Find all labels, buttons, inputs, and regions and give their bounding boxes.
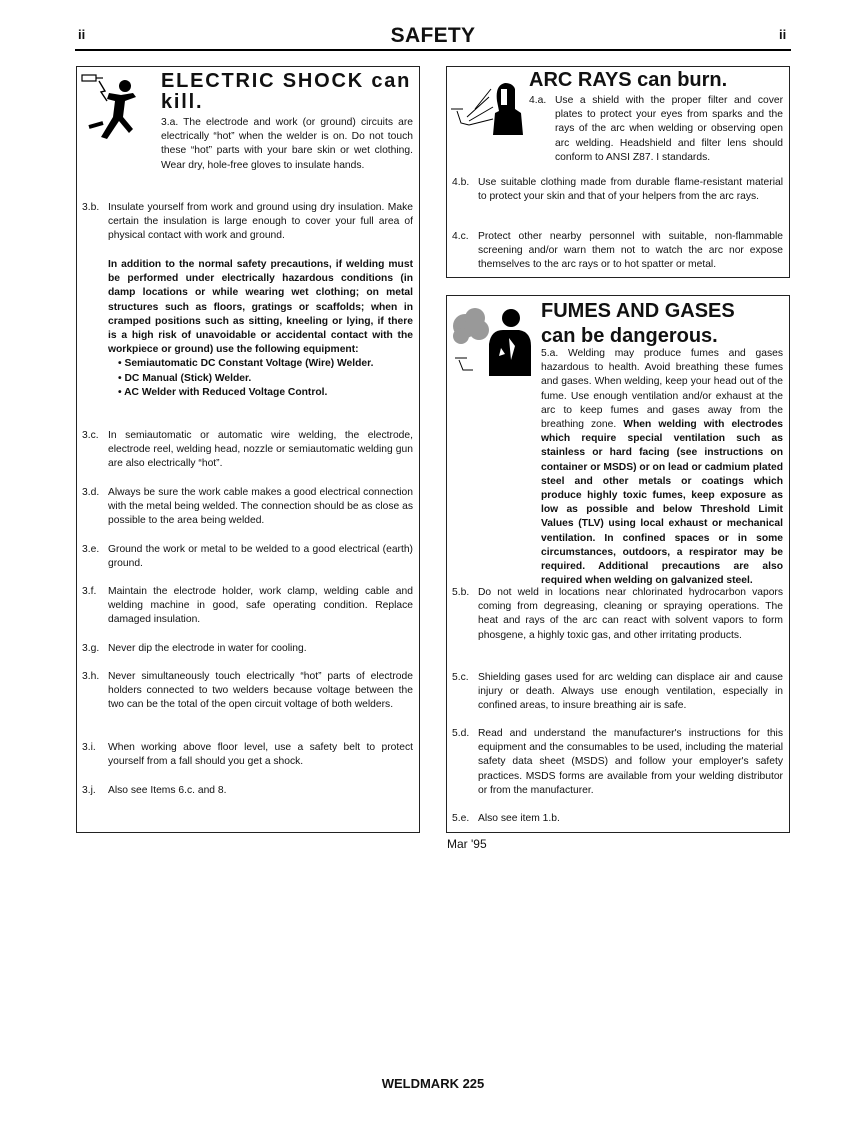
item-number: 3.j.: [82, 785, 96, 796]
item-text: Do not weld in locations near chlorinated hydrocarbon vapors coming from degreasing, cleaning or spraying operations. The heat and rays of the arc can react with solvent vapors to form phosgene, a highly toxic gas, and other irritating products.: [478, 587, 783, 641]
item-number: 5.e.: [452, 813, 470, 824]
fumes-hazard-icon: [449, 304, 539, 376]
item-number: 4.a.: [529, 95, 547, 106]
arc-welder-icon: [449, 79, 527, 139]
electric-shock-section: [76, 66, 420, 833]
equipment-list: [108, 357, 413, 400]
arc-rays-heading: ARC RAYS can burn.: [529, 69, 728, 91]
item-3e: [82, 543, 413, 571]
item-3a: [161, 116, 413, 173]
heading-line: ELECTRIC SHOCK can: [161, 70, 412, 92]
item-text: Always be sure the work cable makes a good electrical connection with the metal being welded. The connection should be as close as possible to the area being welded.: [108, 487, 413, 527]
heading-line: FUMES AND GASES: [541, 300, 735, 322]
item-3b: [82, 201, 413, 244]
item-text: Ground the work or metal to be welded to a good electrical (earth) ground.: [108, 544, 413, 570]
item-text-bold: When welding with electrodes which require special ventilation such as stainless or hard facing (see instructions on container or MSDS) or on lead or cadmium plated steel and other metals or coatings which produce highly toxic fumes, keep exposure as low as possible and below Threshold Limit Values (TLV) using local exhaust or mechanical ventilation. In confined spaces or in some circumstances, outdoors, a respirator may be required. Additional precautions are also required when welding on galvanized steel.: [541, 419, 784, 587]
item-number: 4.b.: [452, 177, 470, 188]
item-number: 3.b.: [82, 202, 100, 213]
item-3d: [82, 486, 413, 529]
item-number: 3.a.: [161, 117, 179, 128]
item-4a: [529, 94, 783, 165]
item-text: Use suitable clothing made from durable flame-resistant material to protect your skin and that of your helpers from the arc rays.: [478, 177, 783, 203]
item-5c: [452, 671, 783, 714]
item-number: 3.f.: [82, 586, 97, 597]
item-text: Protect other nearby personnel with suitable, non-flammable screening and/or warn them not to watch the arc nor expose themselves to the arc rays or to hot spatter or metal.: [478, 231, 783, 271]
page-number-right: ii: [779, 27, 787, 42]
page-number-left: ii: [78, 27, 86, 42]
item-3f: [82, 585, 413, 628]
item-3h: [82, 670, 413, 713]
item-text: Insulate yourself from work and ground using dry insulation. Make certain the insulation is large enough to cover your full area of physical contact with work and ground.: [108, 202, 413, 242]
item-number: 5.d.: [452, 728, 470, 739]
item-4b: [452, 176, 783, 204]
item-number: 3.e.: [82, 544, 100, 555]
item-text: In addition to the normal safety precautions, if welding must be performed under electrically hazardous conditions (in damp locations or while wearing wet clothing; on metal structures such as floors, gratings or scaffolds; when in cramped positions such as sitting, kneeling or lying, if there is a high risk of unavoidable or accidental contact with the workpiece or ground) use the following equipment:: [108, 259, 413, 356]
item-3i: [82, 741, 413, 769]
item-text: Welding may produce fumes and gases hazardous to health. Avoid breathing these fumes and gases. When welding, keep your head out of the fume. Use enough ventilation and/or exhaust at the arc to keep fumes and gases away from the breathing zone.: [541, 348, 783, 431]
hazardous-conditions-note: [108, 258, 413, 400]
item-text: Also see Items 6.c. and 8.: [108, 785, 227, 796]
footer-model-name: WELDMARK 225: [381, 1076, 485, 1091]
item-text: Use a shield with the proper filter and cover plates to protect your eyes from sparks and the rays of the arc when welding or observing open arc welding. Headshield and filter lens should conform to ANSI Z87. I standards.: [555, 95, 783, 163]
item-number: 5.a.: [541, 348, 559, 359]
page-title: SAFETY: [390, 24, 476, 47]
list-item: • DC Manual (Stick) Welder.: [118, 372, 252, 384]
electric-shock-heading: [161, 71, 416, 113]
item-number: 5.c.: [452, 672, 469, 683]
item-number: 4.c.: [452, 231, 469, 242]
item-3c: [82, 429, 413, 472]
item-number: 3.g.: [82, 643, 100, 654]
fumes-gases-section: [446, 295, 790, 833]
header-rule: [75, 49, 791, 51]
item-3j: [82, 784, 413, 798]
item-number: 3.c.: [82, 430, 99, 441]
fumes-gases-heading: [541, 299, 735, 349]
item-text: Never dip the electrode in water for cooling.: [108, 643, 307, 654]
heading-line: kill.: [161, 91, 204, 113]
item-number: 3.i.: [82, 742, 96, 753]
item-text: Never simultaneously touch electrically “hot” parts of electrode holders connected to two welders because voltage between the two can be the total of the open circuit voltage of both welders.: [108, 671, 413, 711]
item-text: The electrode and work (or ground) circuits are electrically “hot” when the welder is on. Do not touch these “hot” parts with your bare skin or wet clothing. Wear dry, hole-free gloves to insulate hands.: [161, 117, 413, 171]
list-item: • AC Welder with Reduced Voltage Control.: [118, 386, 328, 398]
item-text: Shielding gases used for arc welding can displace air and cause injury or death. Always use enough ventilation, especially in confined areas, to insure breathing air is safe.: [478, 672, 783, 712]
electric-shock-icon: [81, 73, 157, 149]
revision-date: Mar '95: [447, 837, 487, 851]
item-3g: [82, 642, 413, 656]
item-text: In semiautomatic or automatic wire welding, the electrode, electrode reel, welding head, nozzle or semiautomatic welding gun are also electrically “hot”.: [108, 430, 413, 470]
item-text: When working above floor level, use a safety belt to protect yourself from a fall should you get a shock.: [108, 742, 413, 768]
item-number: 3.h.: [82, 671, 100, 682]
arc-rays-section: [446, 66, 790, 278]
item-number: 3.d.: [82, 487, 100, 498]
item-5d: [452, 727, 783, 798]
item-number: 5.b.: [452, 587, 470, 598]
heading-line: can be dangerous.: [541, 324, 718, 347]
item-5e: [452, 812, 783, 826]
item-4c: [452, 230, 783, 273]
item-text: Read and understand the manufacturer's instructions for this equipment and the consumables to be used, including the material safety data sheet (MSDS) and follow your employer's safety practices. MSDS forms are available from your welding distributor or from the manufacturer.: [478, 728, 783, 796]
list-item: • Semiautomatic DC Constant Voltage (Wire) Welder.: [118, 358, 374, 370]
item-5b: [452, 586, 783, 643]
item-text: Also see item 1.b.: [478, 813, 560, 824]
item-5a-start: [541, 347, 783, 588]
item-text: Maintain the electrode holder, work clamp, welding cable and welding machine in good, safe operating condition. Replace damaged insulation.: [108, 586, 413, 626]
